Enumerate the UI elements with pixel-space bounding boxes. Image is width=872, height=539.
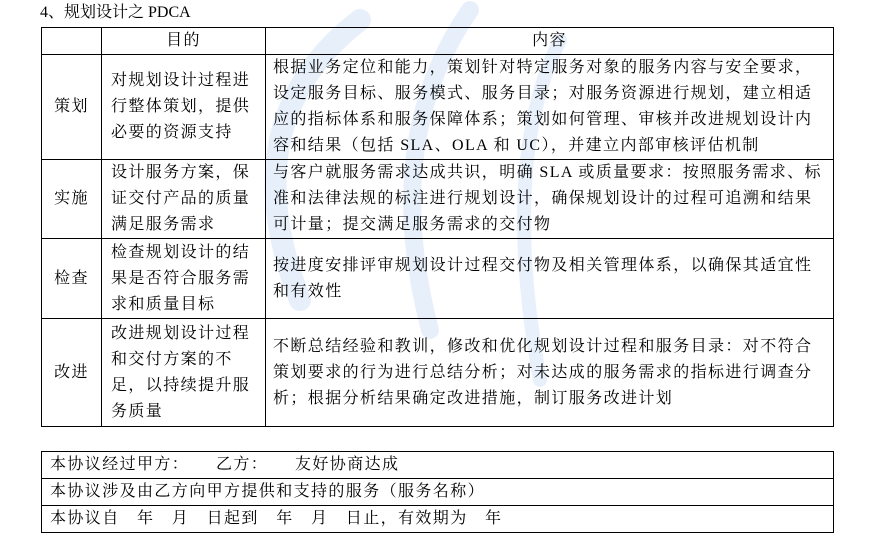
table-row-check bbox=[42, 239, 834, 319]
table-row-plan bbox=[42, 55, 834, 160]
purpose-cell bbox=[102, 239, 266, 319]
purpose-line: 改进规划设计过程 bbox=[111, 324, 251, 342]
content-header: 内容 bbox=[266, 28, 834, 55]
purpose-cell bbox=[102, 55, 266, 160]
content-line: 容和结果（包括 SLA、OLA 和 UC），并建立内部审核评估机制 bbox=[273, 137, 760, 154]
content-line: 不断总结经验和教训，修改和优化规划设计过程和服务目录：对不符合 bbox=[273, 337, 813, 355]
purpose-line: 满足服务需求 bbox=[111, 216, 216, 233]
content-line: 与客户就服务需求达成共识，明确 SLA 或质量要求：按照服务需求、标 bbox=[273, 164, 822, 181]
content-cell bbox=[266, 55, 834, 160]
purpose-cell bbox=[102, 319, 266, 427]
content-cell bbox=[266, 239, 834, 319]
agreement-row bbox=[42, 479, 834, 506]
stage-cell: 策划 bbox=[42, 55, 102, 160]
agreement-row bbox=[42, 506, 834, 533]
stage-cell: 改进 bbox=[42, 319, 102, 427]
purpose-line: 务质量 bbox=[111, 402, 164, 420]
content-line: 策划要求的行为进行总结分析；对未达成的服务需求的指标进行调查分 bbox=[273, 363, 813, 381]
table-row-do bbox=[42, 160, 834, 239]
purpose-cell bbox=[102, 160, 266, 239]
stage-header-cell bbox=[42, 28, 102, 55]
stage-cell: 实施 bbox=[42, 160, 102, 239]
section-heading: 4、规划设计之 PDCA bbox=[40, 4, 191, 21]
content-line: 按进度安排评审规划设计过程交付物及相关管理体系，以确保其适宜性 bbox=[273, 256, 813, 274]
content-line: 和有效性 bbox=[273, 282, 343, 300]
content-line: 应的指标体系和服务保障体系；策划如何管理、审核并改进规划设计内 bbox=[273, 111, 813, 128]
purpose-line: 对规划设计过程进 bbox=[111, 72, 251, 89]
agreement-period-text: 本协议自 年 月 日起到 年 月 日止，有效期为 年 bbox=[42, 506, 834, 533]
purpose-line: 证交付产品的质量 bbox=[111, 190, 251, 207]
purpose-line: 足，以持续提升服 bbox=[111, 376, 251, 394]
purpose-line: 必要的资源支持 bbox=[111, 124, 233, 141]
pdca-table bbox=[41, 27, 834, 427]
content-line: 可计量；提交满足服务需求的交付物 bbox=[273, 216, 552, 233]
agreement-table bbox=[41, 451, 834, 533]
purpose-line: 设计服务方案，保 bbox=[111, 164, 251, 181]
content-line: 准和法律法规的标注进行规划设计，确保规划设计的过程可追溯和结果 bbox=[273, 190, 813, 207]
content-line: 析；根据分析结果确定改进措施，制订服务改进计划 bbox=[273, 389, 674, 407]
content-cell bbox=[266, 319, 834, 427]
content-line: 根据业务定位和能力，策划针对特定服务对象的服务内容与安全要求， bbox=[273, 59, 813, 76]
stage-cell: 检查 bbox=[42, 239, 102, 319]
purpose-line: 行整体策划，提供 bbox=[111, 98, 251, 115]
content-line: 设定服务目标、服务模式、服务目录；对服务资源进行规划，建立相适 bbox=[273, 85, 813, 102]
purpose-line: 求和质量目标 bbox=[111, 295, 216, 313]
agreement-service-text: 本协议涉及由乙方向甲方提供和支持的服务（服务名称） bbox=[42, 479, 834, 506]
agreement-parties-text: 本协议经过甲方： 乙方： 友好协商达成 bbox=[42, 452, 834, 479]
purpose-line: 果是否符合服务需 bbox=[111, 269, 251, 287]
table-header-row bbox=[42, 28, 834, 55]
table-row-act bbox=[42, 319, 834, 427]
content-cell bbox=[266, 160, 834, 239]
purpose-header: 目的 bbox=[102, 28, 266, 55]
purpose-line: 检查规划设计的结 bbox=[111, 243, 251, 261]
purpose-line: 和交付方案的不 bbox=[111, 350, 233, 368]
agreement-row bbox=[42, 452, 834, 479]
